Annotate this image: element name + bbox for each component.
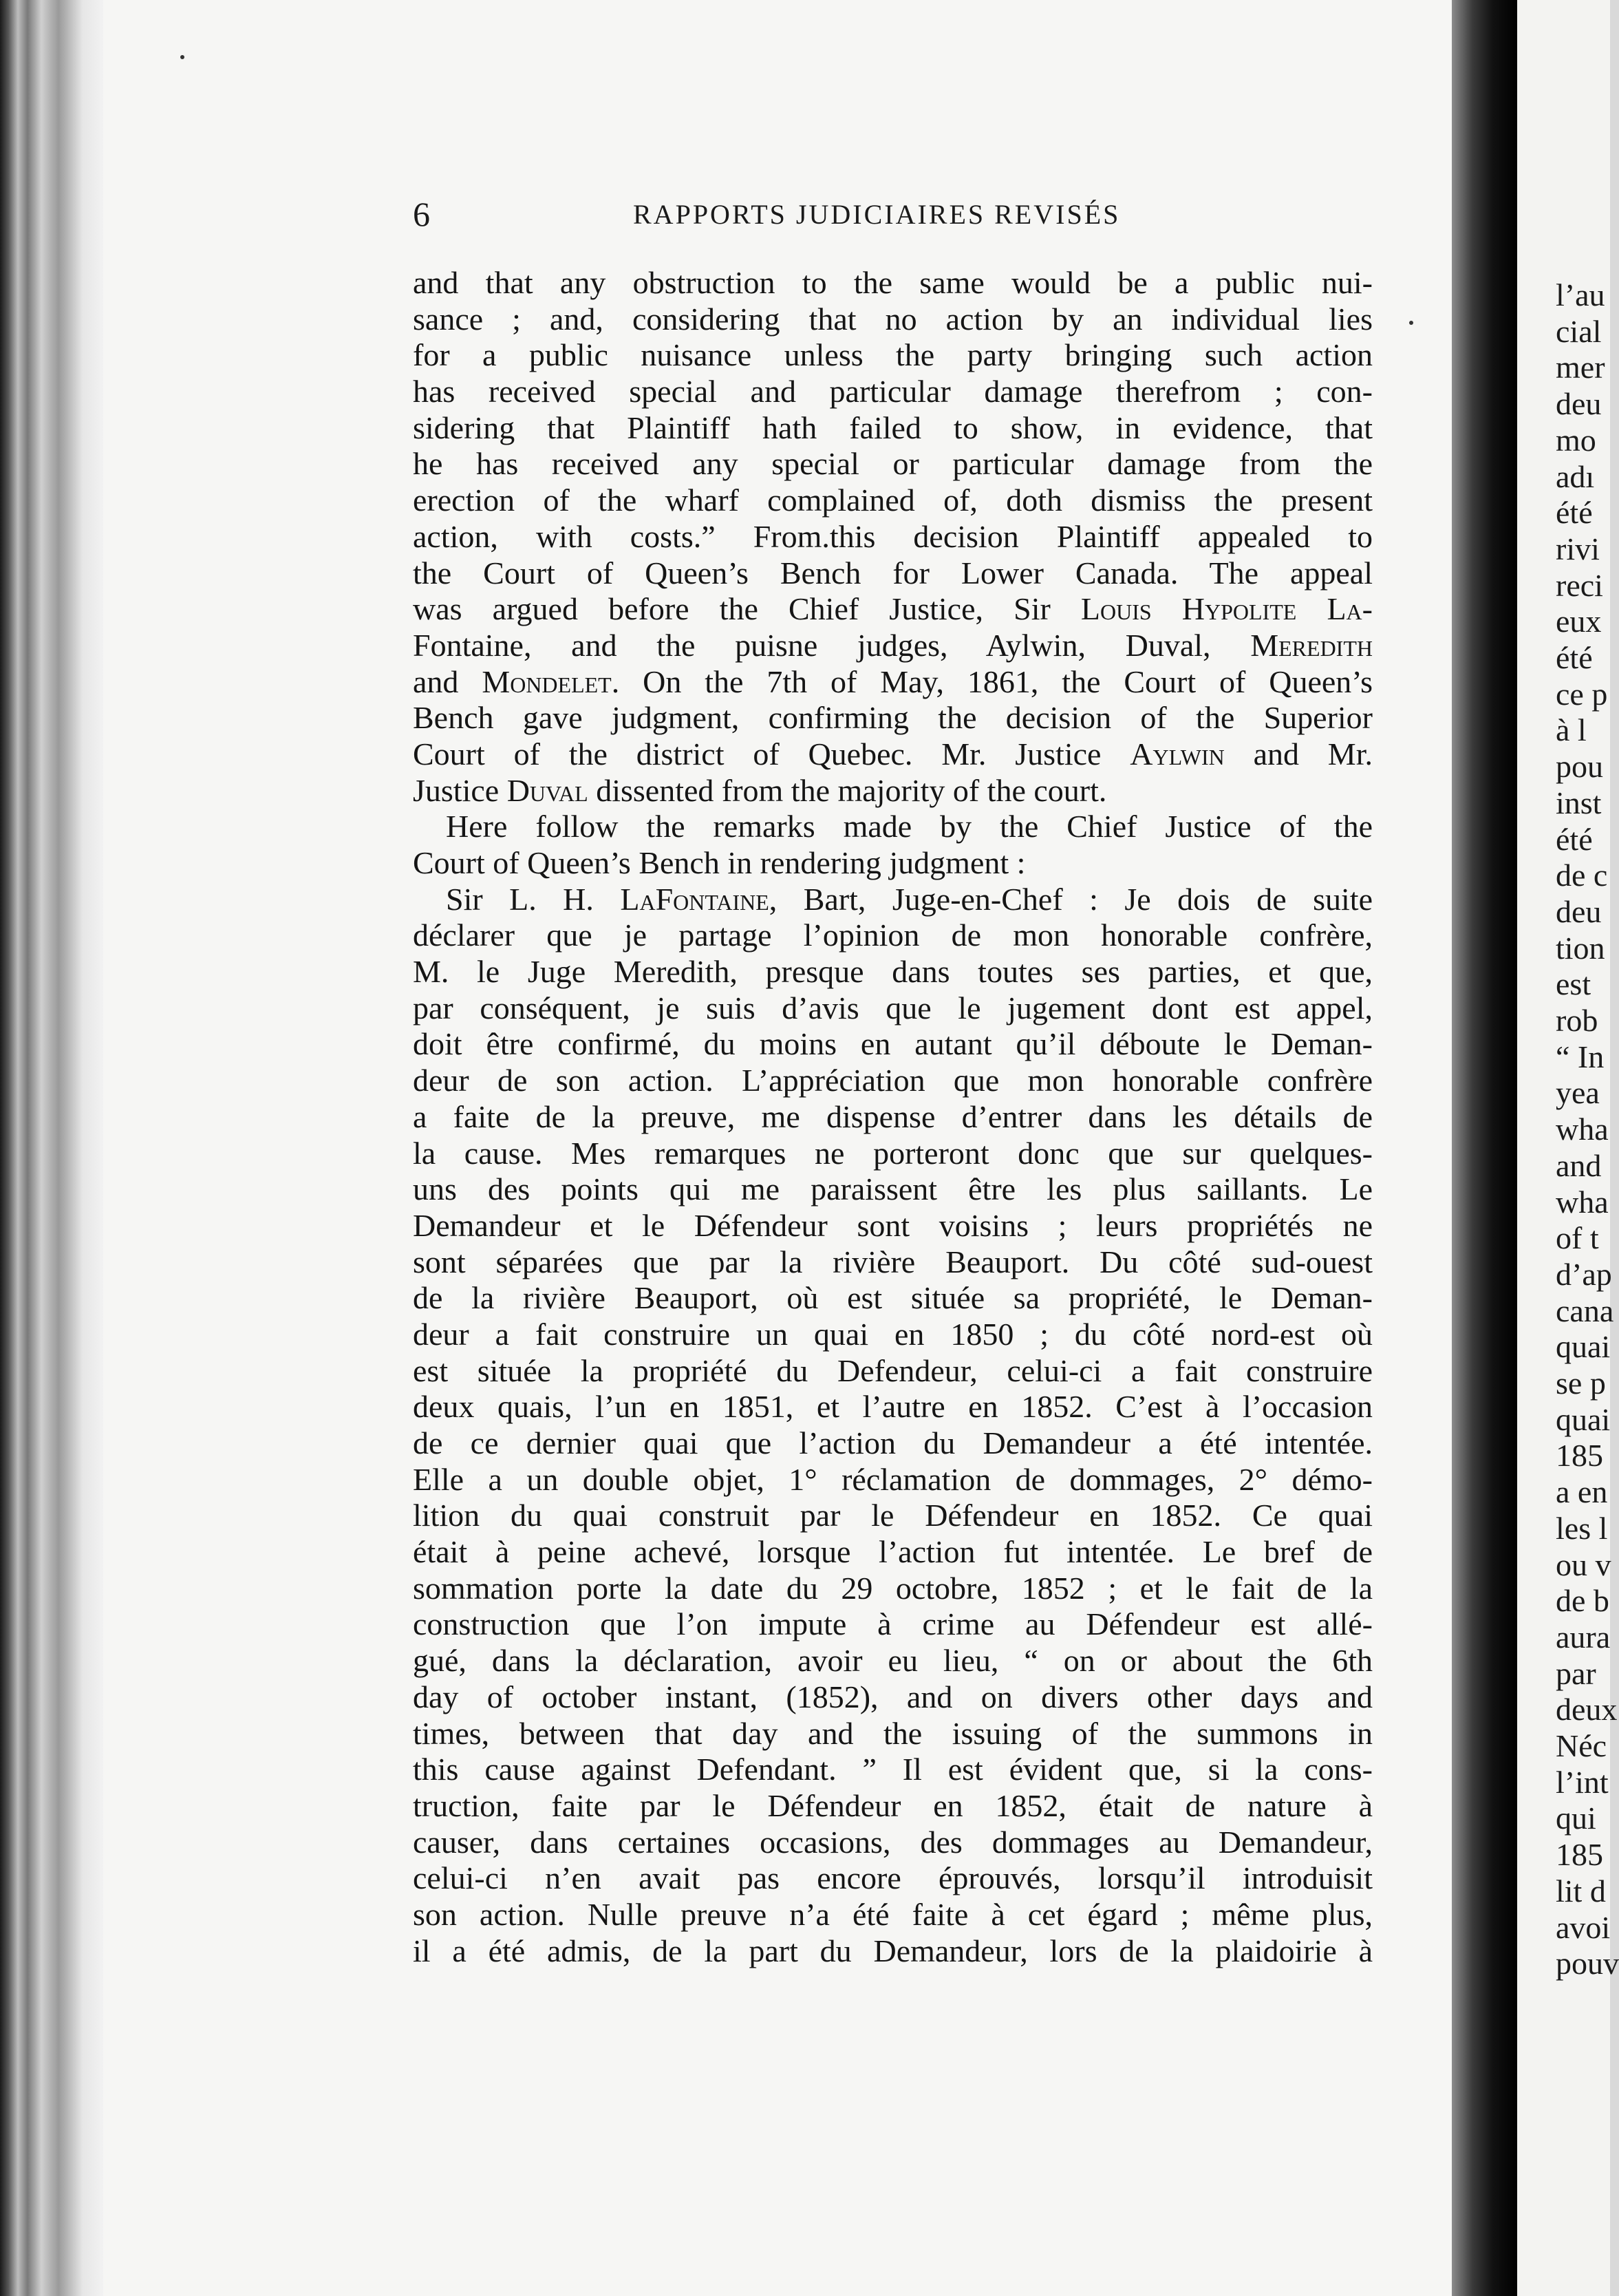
facing-page-fragment [1517, 0, 1619, 2296]
facing-page-line: été [1556, 495, 1593, 531]
text-line: Here follow the remarks made by the Chief Justice of the [446, 809, 1373, 844]
facing-page-line: ou v [1556, 1546, 1611, 1582]
facing-page-line: quai [1556, 1329, 1611, 1365]
facing-page-line: wha [1556, 1184, 1609, 1220]
facing-page-line: rivi [1556, 531, 1600, 566]
text-line: Elle a un double objet, 1° réclamation de dommages, 2° démo- [413, 1461, 1373, 1497]
text-line: deur a fait construire un quai en 1850 ; du côté nord-est où [413, 1316, 1373, 1352]
facing-page-line: wha [1556, 1112, 1609, 1147]
page-header [413, 194, 1376, 235]
text-line: Sir L. H. LaFontaine, Bart, Juge-en-Chef : Je dois de suite [446, 881, 1373, 917]
text-line: Justice Duval dissented from the majority of the court. [413, 772, 1107, 808]
small-caps-name: Mondelet [482, 663, 612, 699]
facing-page-line: est [1556, 966, 1591, 1002]
facing-page-line: aura [1556, 1619, 1611, 1655]
text-line: son action. Nulle preuve n’a été faite à cet égard ; même plus, [413, 1896, 1373, 1932]
text-line: de ce dernier quai que l’action du Demandeur a été intentée. [413, 1425, 1373, 1460]
text-line: this cause against Defendant. ” Il est évident que, si la cons- [413, 1752, 1373, 1787]
text-line: a faite de la preuve, me dispense d’entrer dans les détails de [413, 1098, 1373, 1134]
small-caps-name: Aylwin [1130, 736, 1225, 772]
facing-page-line: mer [1556, 350, 1605, 385]
facing-page-line: cial [1556, 313, 1602, 349]
text-line: uns des points qui me paraissent être les plus saillants. Le [413, 1171, 1373, 1207]
page-number: 6 [413, 195, 430, 233]
facing-page-line: 185 [1556, 1837, 1603, 1873]
facing-page-line: cana [1556, 1293, 1614, 1328]
small-caps-name: Duval [506, 772, 588, 808]
facing-page-line: Néc [1556, 1728, 1607, 1763]
text-line: gué, dans la déclaration, avoir eu lieu, “ on or about the 6th [413, 1643, 1373, 1679]
facing-page-line: lit d [1556, 1873, 1606, 1909]
text-line: was argued before the Chief Justice, Sir Louis Hypolite La- [413, 591, 1373, 627]
speck [180, 55, 184, 59]
text-line: erection of the wharf complained of, doth dismiss the present [413, 482, 1373, 518]
facing-page-line: pouv [1556, 1946, 1619, 1981]
text-line: and Mondelet. On the 7th of May, 1861, the Court of Queen’s [413, 663, 1373, 699]
facing-page-line: reci [1556, 567, 1603, 603]
text-line: lition du quai construit par le Défendeur en 1852. Ce quai [413, 1498, 1373, 1533]
text-line: de la rivière Beauport, où est située sa propriété, le Deman- [413, 1280, 1373, 1316]
facing-page-line: quai [1556, 1401, 1611, 1437]
text-line: the Court of Queen’s Bench for Lower Canada. The appeal [413, 555, 1373, 591]
facing-page-line: avoi [1556, 1909, 1611, 1945]
running-head: RAPPORTS JUDICIAIRES REVISÉS [633, 199, 1121, 230]
facing-page-line: tion [1556, 930, 1605, 966]
facing-page-line: adı [1556, 458, 1595, 494]
text-line: for a public nuisance unless the party bringing such action [413, 337, 1373, 373]
facing-page-line: deux [1556, 1692, 1618, 1728]
facing-page-line: pou [1556, 749, 1603, 785]
facing-page-line: l’int [1556, 1764, 1609, 1800]
text-line: doit être confirmé, du moins en autant qu’il déboute le Deman- [413, 1026, 1373, 1062]
text-line: construction que l’on impute à crime au Défendeur est allé- [413, 1606, 1373, 1642]
text-line: he has received any special or particular damage from the [413, 446, 1373, 482]
text-line: deur de son action. L’appréciation que mon honorable confrère [413, 1063, 1373, 1098]
text-line: causer, dans certaines occasions, des dommages au Demandeur, [413, 1824, 1373, 1860]
facing-page-line: “ In [1556, 1039, 1605, 1074]
text-line: déclarer que je partage l’opinion de mon honorable confrère, [413, 917, 1373, 953]
facing-page-line: ce p [1556, 676, 1608, 712]
text-line: était à peine achevé, lorsque l’action fut intentée. Le bref de [413, 1534, 1373, 1570]
text-line: and that any obstruction to the same would be a public nui- [413, 265, 1373, 300]
facing-page-line: rob [1556, 1003, 1598, 1038]
facing-page-line: mo [1556, 422, 1596, 458]
text-line: par conséquent, je suis d’avis que le jugement dont est appel, [413, 990, 1373, 1025]
facing-page-line: les l [1556, 1510, 1608, 1546]
text-line: Fontaine, and the puisne judges, Aylwin, Duval, Meredith [413, 627, 1373, 663]
facing-page-line: été [1556, 640, 1593, 675]
facing-page-line: de b [1556, 1583, 1609, 1619]
speck [1409, 321, 1413, 325]
facing-page-line: par [1556, 1655, 1596, 1691]
text-line: il a été admis, de la part du Demandeur, lors de la plaidoirie à [413, 1933, 1373, 1968]
text-line: celui-ci n’en avait pas encore éprouvés, lorsqu’il introduisit [413, 1860, 1373, 1896]
facing-page-line: été [1556, 821, 1593, 857]
text-line: sont séparées que par la rivière Beauport. Du côté sud-ouest [413, 1244, 1373, 1279]
facing-page-line: a en [1556, 1474, 1608, 1510]
text-line: M. le Juge Meredith, presque dans toutes ses parties, et que, [413, 954, 1373, 990]
text-line: Bench gave judgment, confirming the decision of the Superior [413, 700, 1373, 736]
small-caps-name: Meredith [1250, 627, 1373, 663]
facing-page-line: se p [1556, 1365, 1606, 1401]
facing-page-line: eux [1556, 604, 1602, 639]
small-caps-name: LaFontaine [620, 881, 769, 917]
book-gutter [1452, 0, 1517, 2296]
facing-page-line: and [1556, 1147, 1602, 1183]
facing-page-line: d’ap [1556, 1256, 1612, 1292]
facing-page-line: inst [1556, 785, 1602, 820]
facing-page-line: qui [1556, 1800, 1596, 1836]
facing-page-line: l’au [1556, 277, 1605, 312]
text-line: est située la propriété du Defendeur, celui-ci a fait construire [413, 1352, 1373, 1388]
text-line: Demandeur et le Défendeur sont voisins ; leurs propriétés ne [413, 1207, 1373, 1243]
facing-page-line: deu [1556, 893, 1602, 929]
facing-page-line: de c [1556, 858, 1608, 893]
facing-page-line: 185 [1556, 1438, 1603, 1474]
text-line: times, between that day and the issuing of the summons in [413, 1715, 1373, 1751]
text-line: day of october instant, (1852), and on divers other days and [413, 1679, 1373, 1714]
text-line: truction, faite par le Défendeur en 1852, était de nature à [413, 1787, 1373, 1823]
text-line: sommation porte la date du 29 octobre, 1852 ; et le fait de la [413, 1570, 1373, 1606]
text-line: sance ; and, considering that no action by an individual lies [413, 301, 1373, 337]
facing-page-line: of t [1556, 1220, 1599, 1256]
small-caps-name: Louis Hypolite La- [1080, 591, 1373, 627]
text-line: action, with costs.” From.this decision Plaintiff appealed to [413, 518, 1373, 554]
facing-page-line: à l [1556, 712, 1587, 748]
text-line: Court of the district of Quebec. Mr. Justice Aylwin and Mr. [413, 736, 1373, 772]
text-line: sidering that Plaintiff hath failed to show, in evidence, that [413, 410, 1373, 445]
text-line: deux quais, l’un en 1851, et l’autre en 1852. C’est à l’occasion [413, 1389, 1373, 1425]
book-binding-edge [0, 0, 103, 2296]
text-line: Court of Queen’s Bench in rendering judgment : [413, 845, 1026, 880]
facing-page-line: yea [1556, 1075, 1600, 1111]
body-text [413, 265, 1373, 1969]
facing-page-line: deu [1556, 386, 1602, 422]
text-line: has received special and particular damage therefrom ; con- [413, 374, 1373, 410]
text-line: la cause. Mes remarques ne porteront donc que sur quelques- [413, 1135, 1373, 1171]
